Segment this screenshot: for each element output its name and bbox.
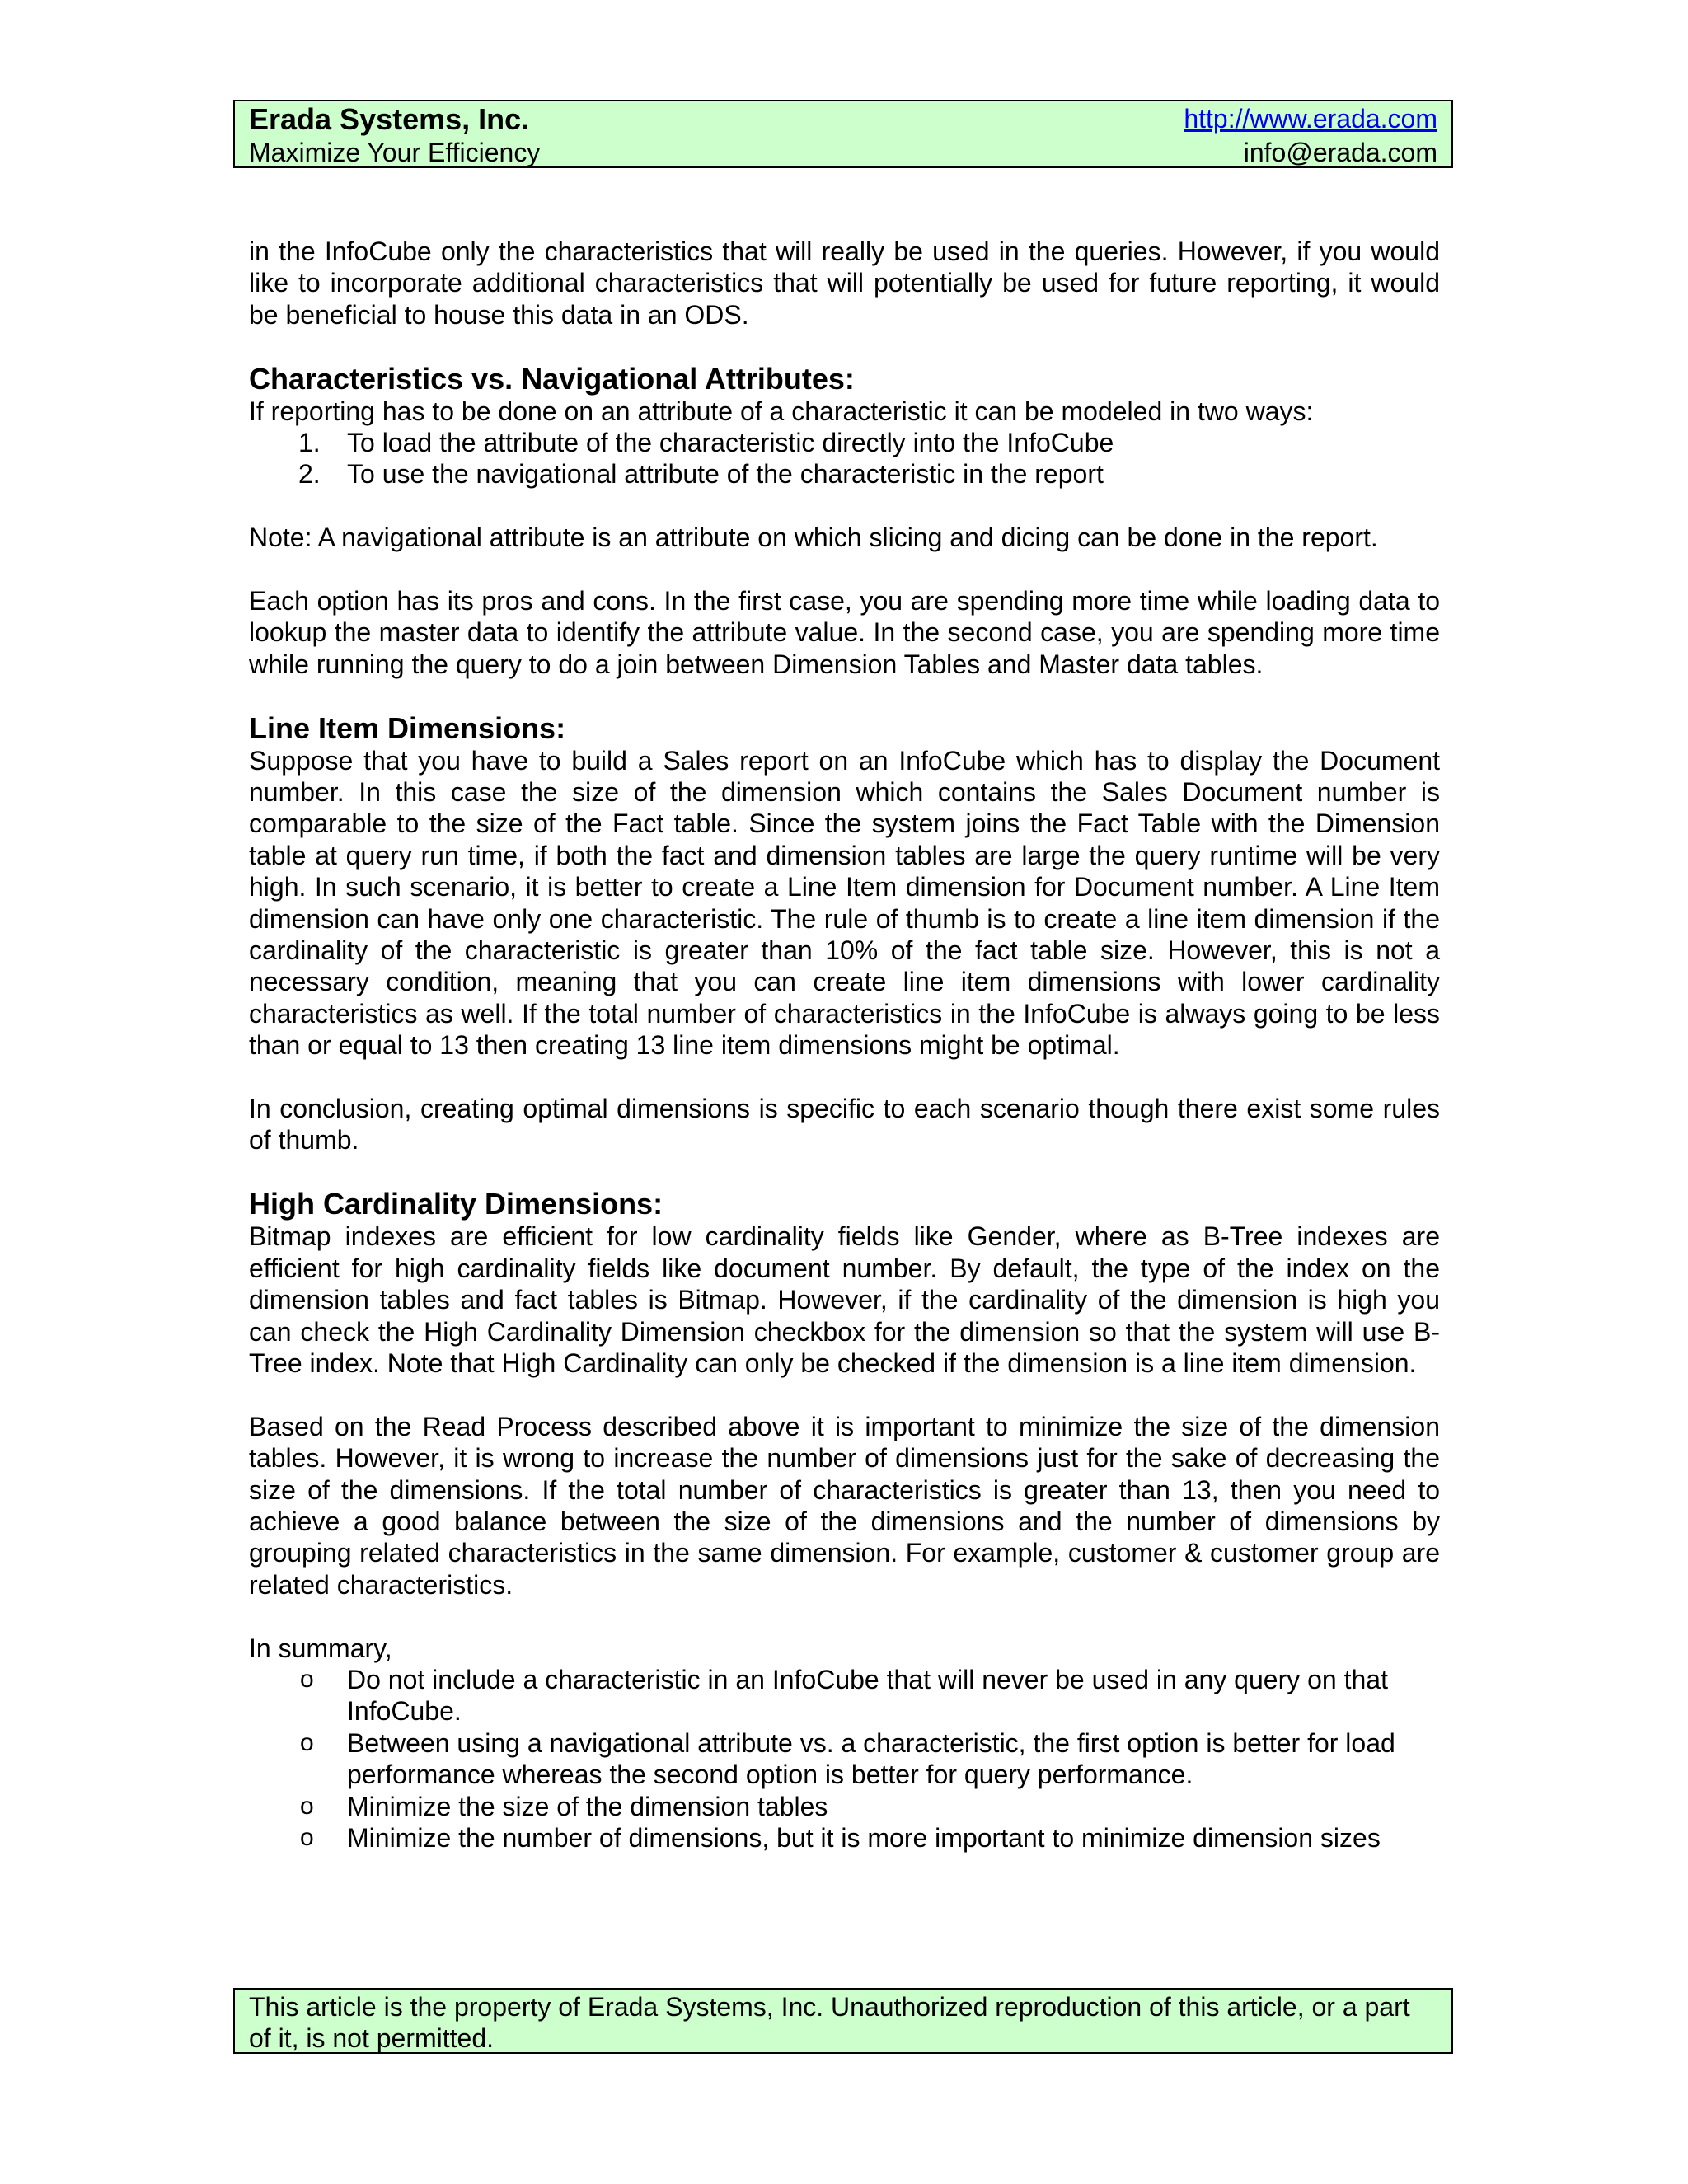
list-item: [249, 427, 1440, 458]
page-header: [233, 100, 1453, 168]
summary-list: [249, 1664, 1440, 1854]
list-item-text: Minimize the size of the dimension tables: [347, 1791, 828, 1821]
summary-lead: In summary,: [249, 1633, 392, 1663]
read-process-paragraph: Based on the Read Process described above it is important to minimize the size of the dimension tables. However, it is wrong to increase the number of dimensions just for the sake of decreasing the size of the dimensions. If the total number of characteristics is greater than 13, then you need to achieve a good balance between the size of the dimensions and the number of dimensions by grouping related characteristics in the same dimension. For example, customer & customer group are related characteristics.: [249, 1411, 1440, 1600]
bullet-marker: o: [300, 1823, 314, 1851]
section-heading-line-item: Line Item Dimensions:: [249, 710, 566, 745]
list-item-text: Between using a navigational attribute vs. a characteristic, the first option is better for load performance whereas the second option is better for query performance.: [347, 1727, 1395, 1790]
section-heading-characteristics: Characteristics vs. Navigational Attributes:: [249, 361, 855, 396]
intro-paragraph: in the InfoCube only the characteristics that will really be used in the queries. However, if you would like to incorporate additional characteristics that will potentially be used for future reporting, it would be beneficial to house this data in an ODS.: [249, 237, 1440, 330]
modeling-options-list: [249, 427, 1440, 490]
list-item: [249, 1822, 1440, 1854]
characteristics-lead: If reporting has to be done on an attribute of a characteristic it can be modeled in two ways:: [249, 396, 1314, 426]
company-tagline: Maximize Your Efficiency: [249, 138, 541, 167]
line-item-paragraph: Suppose that you have to build a Sales report on an InfoCube which has to display the Document number. In this case the size of the dimension which contains the Sales Document number is comparable to the size of the Fact table. Since the system joins the Fact Table with the Dimension table at query run time, if both the fact and dimension tables are large the query runtime will be very high. In such scenario, it is better to create a Line Item dimension for Document number. A Line Item dimension can have only one characteristic. The rule of thumb is to create a line item dimension if the cardinality of the characteristic is greater than 10% of the fact table size. However, this is not a necessary condition, meaning that you can create line item dimensions with lower cardinality characteristics as well. If the total number of characteristics in the InfoCube is always going to be less than or equal to 13 then creating 13 line item dimensions might be optimal.: [249, 745, 1440, 1061]
list-item-text: Minimize the number of dimensions, but it is more important to minimize dimension sizes: [347, 1822, 1381, 1853]
conclusion-paragraph: In conclusion, creating optimal dimensions is specific to each scenario though there exist some rules of thumb.: [249, 1094, 1440, 1155]
list-item: [249, 1727, 1440, 1791]
pros-cons-paragraph: Each option has its pros and cons. In the first case, you are spending more time while loading data to lookup the master data to identify the attribute value. In the second case, you are spending more time while running the query to do a join between Dimension Tables and Master data tables.: [249, 586, 1440, 679]
company-name: Erada Systems, Inc.: [249, 102, 530, 136]
bullet-marker: o: [300, 1728, 314, 1756]
list-item-text: To load the attribute of the characteristic directly into the InfoCube: [347, 428, 1114, 458]
website-link[interactable]: http://www.erada.com: [1184, 104, 1437, 134]
list-number: 2.: [298, 459, 321, 490]
navigational-attribute-note: Note: A navigational attribute is an attribute on which slicing and dicing can be done in the report.: [249, 523, 1378, 553]
list-item-text: To use the navigational attribute of the characteristic in the report: [347, 459, 1104, 490]
list-number: 1.: [298, 428, 321, 458]
list-item: [249, 1664, 1440, 1727]
list-item: [249, 1791, 1440, 1822]
article-body: [249, 236, 1440, 1854]
section-heading-high-cardinality: High Cardinality Dimensions:: [249, 1187, 663, 1221]
list-item: [249, 458, 1440, 490]
copyright-footer: This article is the property of Erada Systems, Inc. Unauthorized reproduction of this article, or a part of it, is not permitted.: [233, 1988, 1453, 2054]
contact-email: info@erada.com: [1243, 138, 1437, 167]
list-item-text: Do not include a characteristic in an InfoCube that will never be used in any query on that InfoCube.: [347, 1664, 1388, 1727]
bullet-marker: o: [300, 1665, 314, 1693]
high-cardinality-paragraph: Bitmap indexes are efficient for low cardinality fields like Gender, where as B-Tree indexes are efficient for high cardinality fields like document number. By default, the type of the index on the dimension tables and fact tables is Bitmap. However, if the cardinality of the dimension is high you can check the High Cardinality Dimension checkbox for the dimension so that the system will use B-Tree index. Note that High Cardinality can only be checked if the dimension is a line item dimension.: [249, 1221, 1440, 1378]
bullet-marker: o: [300, 1792, 314, 1820]
